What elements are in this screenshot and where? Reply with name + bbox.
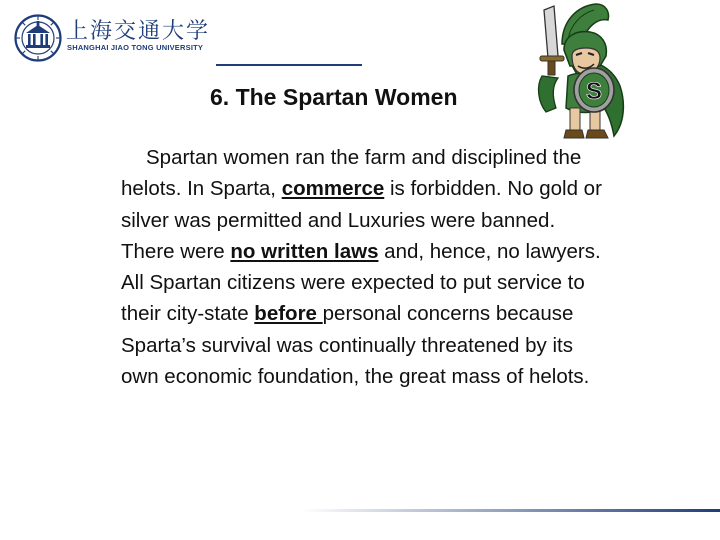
body-line: Spartan women ran the farm and disciplined the [146,146,582,169]
emphasis-commerce: commerce [281,177,385,201]
university-name-chinese: 上海交通大学 [66,19,211,44]
body-line: There were no written laws and, hence, no lawyers. [121,239,601,263]
emphasis-before: before [254,302,323,326]
spartan-warrior-mascot-icon [512,0,640,145]
body-line: helots. In Sparta, commerce is forbidden. No gold or [121,177,602,201]
university-name-english: SHANGHAI JIAO TONG UNIVERSITY [67,43,204,52]
body-line: All Spartan citizens were expected to put service to [121,271,585,295]
body-line: silver was permitted and Luxuries were banned. [121,208,556,232]
slide-title: 6. The Spartan Women [210,84,458,110]
emphasis-no-written-laws: no written laws [230,239,379,263]
university-seal-icon [14,14,62,62]
body-line: their city-state before personal concerns because [121,302,574,326]
footer-rule [300,509,720,512]
body-line: Sparta’s survival was continually threatened by its [121,333,573,357]
title-rule [216,64,362,66]
svg-text:S: S [585,78,603,105]
body-paragraph [121,142,691,392]
body-line: own economic foundation, the great mass of helots. [121,365,590,389]
